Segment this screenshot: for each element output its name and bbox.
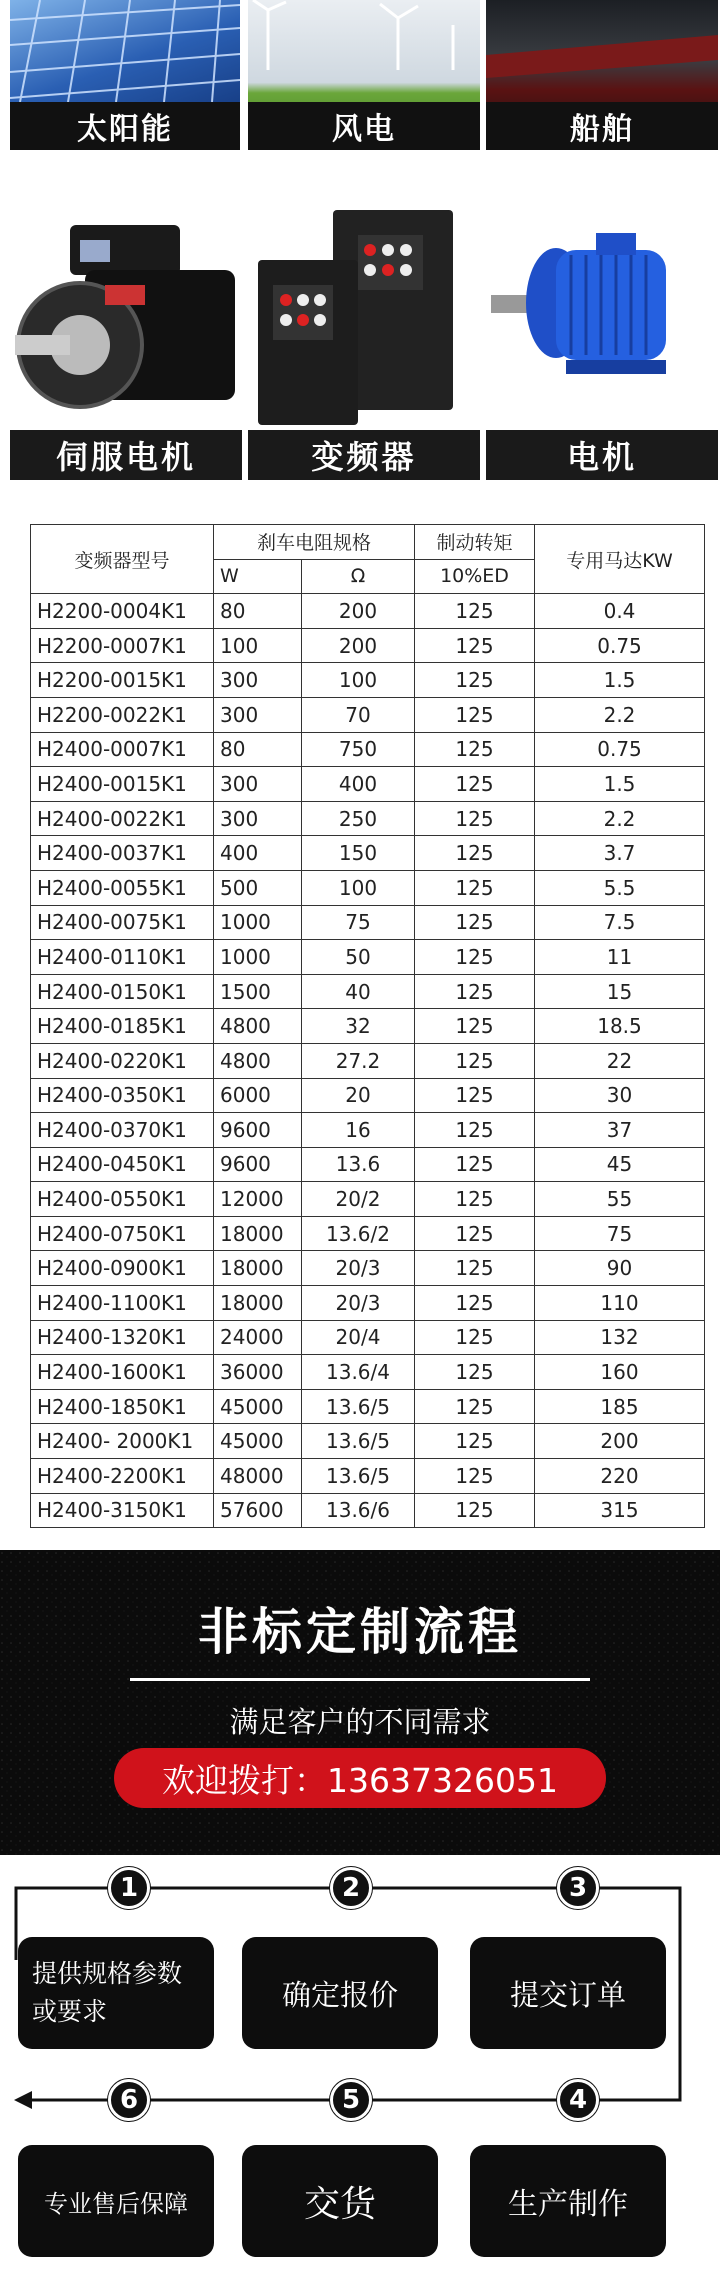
- table-row: [31, 1009, 705, 1044]
- step-box-5: [242, 2145, 438, 2257]
- table-row: [31, 594, 705, 629]
- cell-model: H2400-1320K1: [31, 1320, 214, 1355]
- tile-inverter: [248, 195, 480, 480]
- cell-ohm: 20/3: [302, 1286, 415, 1321]
- cell-ohm: 20/4: [302, 1320, 415, 1355]
- step-number-4: 4: [557, 2079, 599, 2121]
- cell-ohm: 13.6/2: [302, 1216, 415, 1251]
- cell-motor-kw: 3.7: [535, 836, 705, 871]
- cell-watt: 300: [214, 663, 302, 698]
- cell-watt: 57600: [214, 1493, 302, 1528]
- cell-ohm: 27.2: [302, 1043, 415, 1078]
- step-label-5: 交货: [303, 2183, 376, 2225]
- wind-turbine-image: [248, 0, 480, 102]
- cell-ohm: 32: [302, 1009, 415, 1044]
- table-row: [31, 1459, 705, 1494]
- cell-watt: 18000: [214, 1286, 302, 1321]
- cell-motor-kw: 0.4: [535, 594, 705, 629]
- step-number-2: 2: [330, 1867, 372, 1909]
- cell-motor-kw: 18.5: [535, 1009, 705, 1044]
- cell-motor-kw: 160: [535, 1355, 705, 1390]
- cell-motor-kw: 0.75: [535, 732, 705, 767]
- cell-watt: 6000: [214, 1078, 302, 1113]
- cell-model: H2400-3150K1: [31, 1493, 214, 1528]
- cell-model: H2400-0007K1: [31, 732, 214, 767]
- cell-model: H2200-0004K1: [31, 594, 214, 629]
- cell-motor-kw: 45: [535, 1147, 705, 1182]
- cell-motor-kw: 11: [535, 940, 705, 975]
- header-resistor: 刹车电阻规格: [214, 525, 415, 560]
- hotline-text: 欢迎拨打：13637326051: [162, 1760, 558, 1800]
- banner-title: 非标定制流程: [198, 1603, 522, 1661]
- cell-torque: 125: [415, 1009, 535, 1044]
- cell-watt: 300: [214, 697, 302, 732]
- step-box-1: [18, 1937, 214, 2049]
- cell-motor-kw: 5.5: [535, 870, 705, 905]
- cell-torque: 125: [415, 1113, 535, 1148]
- flow-section: [0, 1855, 720, 2273]
- step-box-6: [18, 2145, 214, 2257]
- table-row: [31, 697, 705, 732]
- table-row: [31, 940, 705, 975]
- solar-panel-image: [10, 0, 240, 102]
- tile-label: 太阳能: [10, 102, 240, 150]
- cell-ohm: 16: [302, 1113, 415, 1148]
- table-row: [31, 974, 705, 1009]
- cell-model: H2200-0015K1: [31, 663, 214, 698]
- cell-watt: 12000: [214, 1182, 302, 1217]
- cell-motor-kw: 22: [535, 1043, 705, 1078]
- cell-ohm: 20/3: [302, 1251, 415, 1286]
- cell-torque: 125: [415, 905, 535, 940]
- servo-motor-image: [10, 195, 242, 430]
- cell-torque: 125: [415, 974, 535, 1009]
- spec-table: [30, 524, 705, 1528]
- table-row: [31, 1320, 705, 1355]
- cell-torque: 125: [415, 767, 535, 802]
- tile-label: 船舶: [486, 102, 718, 150]
- cell-motor-kw: 0.75: [535, 628, 705, 663]
- cell-motor-kw: 2.2: [535, 697, 705, 732]
- banner-subtitle: 满足客户的不同需求: [229, 1705, 491, 1739]
- cell-ohm: 100: [302, 870, 415, 905]
- cell-ohm: 13.6: [302, 1147, 415, 1182]
- cell-model: H2400-2200K1: [31, 1459, 214, 1494]
- header-motor: 专用马达KW: [535, 525, 705, 594]
- cell-torque: 125: [415, 1147, 535, 1182]
- cell-motor-kw: 315: [535, 1493, 705, 1528]
- tile-servo-motor: [10, 195, 242, 480]
- step-box-4: [470, 2145, 666, 2257]
- table-row: [31, 732, 705, 767]
- cell-model: H2400-0022K1: [31, 801, 214, 836]
- cell-torque: 125: [415, 940, 535, 975]
- cell-torque: 125: [415, 1251, 535, 1286]
- step-label-4: 生产制作: [508, 2187, 628, 2222]
- header-resistor-w: W: [214, 559, 302, 594]
- cell-ohm: 13.6/6: [302, 1493, 415, 1528]
- cell-watt: 4800: [214, 1009, 302, 1044]
- cell-ohm: 150: [302, 836, 415, 871]
- cell-torque: 125: [415, 870, 535, 905]
- cell-torque: 125: [415, 836, 535, 871]
- table-row: [31, 1147, 705, 1182]
- banner-divider: [130, 1678, 590, 1681]
- header-resistor-ohm: Ω: [302, 559, 415, 594]
- cell-watt: 24000: [214, 1320, 302, 1355]
- step-number-3: 3: [557, 1867, 599, 1909]
- header-torque-sub: 10%ED: [415, 559, 535, 594]
- step-label-6: 专业售后保障: [44, 2189, 188, 2218]
- cell-ohm: 250: [302, 801, 415, 836]
- cell-watt: 9600: [214, 1113, 302, 1148]
- table-header-row: [31, 525, 705, 560]
- step-label-2: 确定报价: [281, 1977, 398, 2012]
- cell-torque: 125: [415, 732, 535, 767]
- tile-label: 风电: [248, 102, 480, 150]
- table-row: [31, 663, 705, 698]
- cell-watt: 80: [214, 732, 302, 767]
- cell-watt: 9600: [214, 1147, 302, 1182]
- header-torque: 制动转矩: [415, 525, 535, 560]
- cell-torque: 125: [415, 1355, 535, 1390]
- tile-motor: [486, 195, 718, 480]
- cell-torque: 125: [415, 1078, 535, 1113]
- cell-watt: 45000: [214, 1389, 302, 1424]
- cell-model: H2400-1100K1: [31, 1286, 214, 1321]
- tile-solar: [10, 0, 240, 150]
- cell-torque: 125: [415, 801, 535, 836]
- cell-ohm: 400: [302, 767, 415, 802]
- step-number-5: 5: [330, 2079, 372, 2121]
- table-row: [31, 1251, 705, 1286]
- cell-ohm: 13.6/4: [302, 1355, 415, 1390]
- spec-table-body: [31, 594, 705, 1528]
- cell-motor-kw: 2.2: [535, 801, 705, 836]
- cell-model: H2400-0750K1: [31, 1216, 214, 1251]
- cell-model: H2400-0015K1: [31, 767, 214, 802]
- cell-torque: 125: [415, 1216, 535, 1251]
- cell-model: H2400-0450K1: [31, 1147, 214, 1182]
- table-row: [31, 870, 705, 905]
- cell-ohm: 200: [302, 628, 415, 663]
- cell-torque: 125: [415, 697, 535, 732]
- cell-motor-kw: 15: [535, 974, 705, 1009]
- table-row: [31, 1182, 705, 1217]
- cell-model: H2400-0075K1: [31, 905, 214, 940]
- cell-model: H2400-0900K1: [31, 1251, 214, 1286]
- cell-watt: 300: [214, 801, 302, 836]
- step-number-6: 6: [108, 2079, 150, 2121]
- cell-model: H2400-1850K1: [31, 1389, 214, 1424]
- cell-motor-kw: 30: [535, 1078, 705, 1113]
- table-row: [31, 1078, 705, 1113]
- cell-ohm: 13.6/5: [302, 1389, 415, 1424]
- cell-ohm: 13.6/5: [302, 1424, 415, 1459]
- cell-torque: 125: [415, 663, 535, 698]
- step-number-1: 1: [108, 1867, 150, 1909]
- table-row: [31, 905, 705, 940]
- cell-watt: 1000: [214, 940, 302, 975]
- cell-ohm: 20/2: [302, 1182, 415, 1217]
- cell-motor-kw: 1.5: [535, 767, 705, 802]
- table-row: [31, 1043, 705, 1078]
- table-row: [31, 836, 705, 871]
- cell-torque: 125: [415, 1320, 535, 1355]
- cell-model: H2400-0055K1: [31, 870, 214, 905]
- cell-ohm: 750: [302, 732, 415, 767]
- cell-ohm: 20: [302, 1078, 415, 1113]
- table-row: [31, 628, 705, 663]
- cell-motor-kw: 132: [535, 1320, 705, 1355]
- cell-motor-kw: 185: [535, 1389, 705, 1424]
- cell-ohm: 40: [302, 974, 415, 1009]
- cell-model: H2400- 2000K1: [31, 1424, 214, 1459]
- cell-watt: 4800: [214, 1043, 302, 1078]
- table-row: [31, 1389, 705, 1424]
- table-row: [31, 801, 705, 836]
- cell-watt: 48000: [214, 1459, 302, 1494]
- table-row: [31, 767, 705, 802]
- cell-motor-kw: 55: [535, 1182, 705, 1217]
- table-row: [31, 1493, 705, 1528]
- cell-watt: 80: [214, 594, 302, 629]
- cell-torque: 125: [415, 1182, 535, 1217]
- cell-watt: 300: [214, 767, 302, 802]
- cell-model: H2400-0350K1: [31, 1078, 214, 1113]
- cell-torque: 125: [415, 1389, 535, 1424]
- table-row: [31, 1355, 705, 1390]
- step-box-3: [470, 1937, 666, 2049]
- cell-torque: 125: [415, 594, 535, 629]
- cell-model: H2400-0037K1: [31, 836, 214, 871]
- cell-ohm: 75: [302, 905, 415, 940]
- hotline-badge[interactable]: [114, 1748, 606, 1808]
- table-row: [31, 1424, 705, 1459]
- cell-motor-kw: 37: [535, 1113, 705, 1148]
- ship-hull-image: [486, 0, 718, 102]
- cell-watt: 500: [214, 870, 302, 905]
- step-label-1: 提供规格参数或要求: [32, 1959, 183, 2026]
- step-box-2: [242, 1937, 438, 2049]
- tile-wind: [248, 0, 480, 150]
- cell-torque: 125: [415, 628, 535, 663]
- table-row: [31, 1216, 705, 1251]
- tile-label: 伺服电机: [10, 430, 242, 480]
- cell-motor-kw: 110: [535, 1286, 705, 1321]
- cell-ohm: 200: [302, 594, 415, 629]
- cell-watt: 45000: [214, 1424, 302, 1459]
- cell-motor-kw: 220: [535, 1459, 705, 1494]
- cell-ohm: 100: [302, 663, 415, 698]
- cell-model: H2200-0007K1: [31, 628, 214, 663]
- cell-torque: 125: [415, 1043, 535, 1078]
- electric-motor-image: [486, 195, 718, 430]
- cell-watt: 36000: [214, 1355, 302, 1390]
- tile-label: 电机: [486, 430, 718, 480]
- cell-torque: 125: [415, 1424, 535, 1459]
- cell-motor-kw: 90: [535, 1251, 705, 1286]
- cell-model: H2400-0110K1: [31, 940, 214, 975]
- tile-label: 变频器: [248, 430, 480, 480]
- cell-ohm: 70: [302, 697, 415, 732]
- table-row: [31, 1113, 705, 1148]
- cell-watt: 100: [214, 628, 302, 663]
- table-row: [31, 1286, 705, 1321]
- cell-model: H2200-0022K1: [31, 697, 214, 732]
- cell-motor-kw: 1.5: [535, 663, 705, 698]
- cell-ohm: 13.6/5: [302, 1459, 415, 1494]
- cell-model: H2400-0550K1: [31, 1182, 214, 1217]
- cell-ohm: 50: [302, 940, 415, 975]
- cell-model: H2400-0150K1: [31, 974, 214, 1009]
- cell-watt: 18000: [214, 1251, 302, 1286]
- cell-watt: 1000: [214, 905, 302, 940]
- cell-torque: 125: [415, 1459, 535, 1494]
- cell-watt: 1500: [214, 974, 302, 1009]
- cell-model: H2400-0185K1: [31, 1009, 214, 1044]
- cell-model: H2400-0220K1: [31, 1043, 214, 1078]
- inverter-image: [248, 195, 480, 430]
- cell-torque: 125: [415, 1493, 535, 1528]
- cell-torque: 125: [415, 1286, 535, 1321]
- cell-watt: 18000: [214, 1216, 302, 1251]
- cell-watt: 400: [214, 836, 302, 871]
- tile-ship: [486, 0, 718, 150]
- custom-process-banner: [0, 1550, 720, 1855]
- cell-model: H2400-1600K1: [31, 1355, 214, 1390]
- cell-motor-kw: 7.5: [535, 905, 705, 940]
- cell-model: H2400-0370K1: [31, 1113, 214, 1148]
- cell-motor-kw: 75: [535, 1216, 705, 1251]
- cell-motor-kw: 200: [535, 1424, 705, 1459]
- step-label-3: 提交订单: [509, 1977, 626, 2012]
- header-model: 变频器型号: [31, 525, 214, 594]
